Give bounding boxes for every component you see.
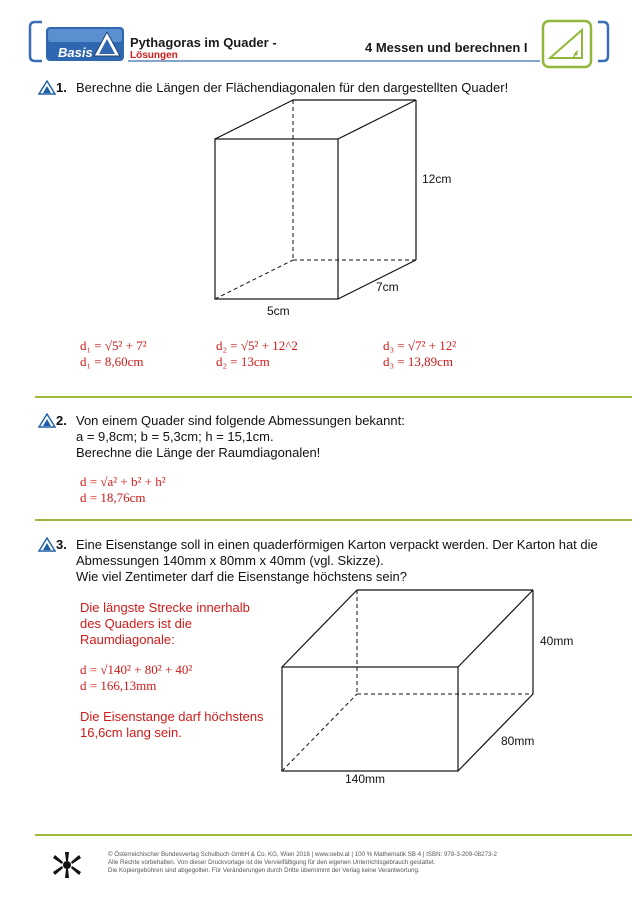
dim-height-label: 12cm: [422, 172, 452, 186]
solution1-formula: d₁ = √5² + 7²: [80, 338, 147, 353]
task2-formula: d = √a² + b² + h²: [80, 474, 166, 489]
task3-number: 3.: [56, 537, 67, 552]
task3-conclusion-line: 16,6cm lang sein.: [80, 725, 182, 740]
task3-answer-line: Raumdiagonale:: [80, 632, 175, 647]
task3-formula: d = √140² + 80² + 40²: [80, 662, 193, 677]
page-title: Pythagoras im Quader -: [130, 35, 277, 50]
task3-conclusion-line: Die Eisenstange darf höchstens: [80, 709, 264, 724]
task3-line1: Eine Eisenstange soll in einen quaderförmigen Karton verpackt werden. Der Karton hat die: [76, 537, 598, 552]
dim-width-label: 140mm: [345, 772, 386, 786]
publisher-logo-icon: [50, 850, 84, 885]
task3-result: d = 166,13mm: [80, 678, 157, 693]
task3-line2: Abmessungen 140mm x 80mm x 40mm (vgl. Skizze).: [76, 553, 384, 568]
task1-number: 1.: [56, 80, 67, 95]
footer-line: Alle Rechte vorbehalten. Von dieser Druckvorlage ist die Vervielfältigung für den eigenen Unterrichtsgebrauch gestattet.: [108, 859, 436, 867]
task2-line3: Berechne die Länge der Raumdiagonalen!: [76, 445, 321, 460]
footer-line: © Österreichischer Bundesverlag Schulbuch GmbH & Co. KG, Wien 2016 | www.oebv.at | 100 % Mathematik SB 4 | ISBN: 978-3-209-08273-2: [108, 851, 497, 858]
dim-width-label: 5cm: [267, 304, 290, 318]
divider: [35, 834, 632, 836]
footer-text: [108, 851, 497, 876]
task3-line3: Wie viel Zentimeter darf die Eisenstange höchstens sein?: [76, 569, 407, 584]
chapter-label: 4 Messen und berechnen I: [365, 40, 528, 55]
footer-line: Die Kopiergebühren sind abgegolten. Für Veränderungen durch Dritte übernimmt der Verlag keine Verantwortung.: [108, 867, 420, 875]
task3-answer-line: des Quaders ist die: [80, 616, 193, 631]
solution1-result: d₁ = 8,60cm: [80, 354, 144, 369]
solution3-result: d₃ = 13,89cm: [383, 354, 453, 369]
task2-line2: a = 9,8cm; b = 5,3cm; h = 15,1cm.: [76, 429, 274, 444]
task2-number: 2.: [56, 413, 67, 428]
task2-line1: Von einem Quader sind folgende Abmessungen bekannt:: [76, 413, 405, 428]
task2-result: d = 18,76cm: [80, 490, 146, 505]
dim-depth-label: 7cm: [376, 280, 399, 294]
solution2-result: d₂ = 13cm: [216, 354, 270, 369]
solution3-formula: d₃ = √7² + 12²: [383, 338, 457, 353]
solution2-formula: d₂ = √5² + 12^2: [216, 338, 298, 353]
dim-depth-label: 80mm: [501, 734, 535, 748]
dim-height-label: 40mm: [540, 634, 574, 648]
task1-text: Berechne die Längen der Flächendiagonalen für den dargestellten Quader!: [76, 80, 509, 95]
basis-badge: Basis: [58, 45, 93, 60]
task3-answer-line: Die längste Strecke innerhalb: [80, 600, 250, 615]
page-subtitle: Lösungen: [130, 50, 178, 61]
